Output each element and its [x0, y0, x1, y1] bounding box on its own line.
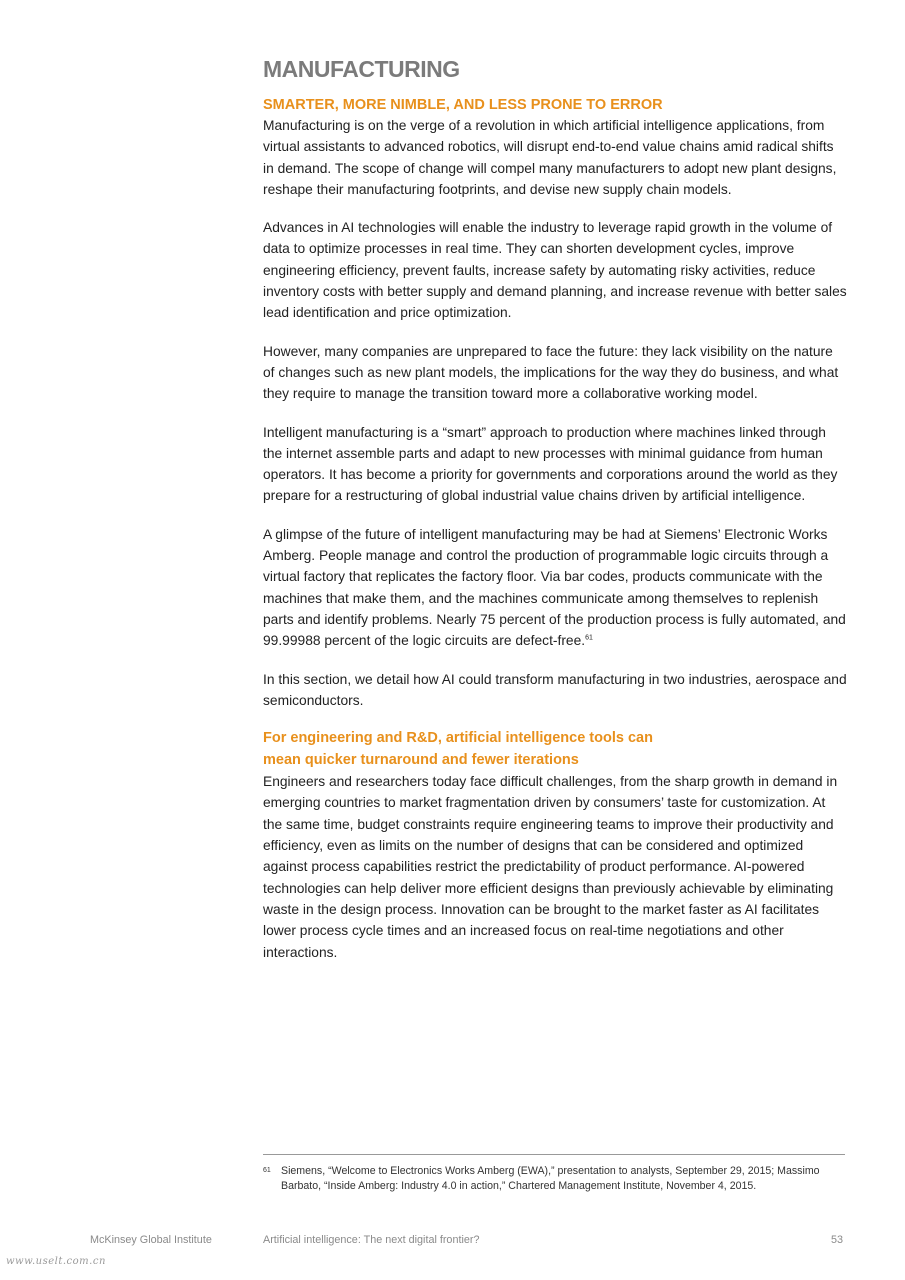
footnote [263, 1164, 833, 1195]
paragraph-section-overview: In this section, we detail how AI could transform manufacturing in two industries, aerospace and semiconductors. [263, 671, 847, 708]
subheading-engineering-line-2: mean quicker turnaround and fewer iterations [263, 751, 579, 768]
footnote-text: Siemens, “Welcome to Electronics Works Amberg (EWA),” presentation to analysts, September 29, 2015; Massimo Barbato, “Inside Amberg: Industry 4.0 in action,” Chartered Management Institute, November 4, 2015. [281, 1165, 820, 1193]
footnote-number: 61 [263, 1167, 271, 1174]
subheading-engineering-line-1: For engineering and R&D, artificial intelligence tools can [263, 730, 653, 747]
main-content [263, 56, 848, 980]
paragraph-intro: Manufacturing is on the verge of a revolution in which artificial intelligence applications, from virtual assistants to advanced robotics, will disrupt end-to-end value chains amid radical shifts in demand. The scope of change will compel many manufacturers to adopt new plant designs, reshape their manufacturing footprints, and devise new supply chain models. [263, 118, 837, 197]
footnote-divider [263, 1154, 845, 1155]
page-number: 53 [831, 1234, 844, 1246]
paragraph-ai-advances: Advances in AI technologies will enable the industry to leverage rapid growth in the volume of data to optimize processes in real time. They can shorten development cycles, improve engineering efficiency, prevent faults, increase safety by automating risky activities, reduce inventory costs with better supply and demand planning, and increase revenue with better sales lead identification and price optimization. [263, 220, 847, 321]
footnote-reference[interactable]: 61 [585, 634, 593, 642]
watermark: www.uselt.com.cn [6, 1256, 106, 1267]
paragraph-engineering: Engineers and researchers today face difficult challenges, from the sharp growth in demand in emerging countries to market fragmentation driven by consumers’ taste for customization. At the same time, budget constraints require engineering teams to improve their productivity and efficiency, even as limits on the number of designs that can be considered and optimized against process capabilities restrict the predictability of product performance. AI-powered technologies can help deliver more efficient designs than previously achievable by eliminating waste in the design process. Innovation can be brought to the market faster as AI facilitates lower process cycle times and an increased focus on real-time negotiations and other interactions. [263, 774, 838, 960]
paragraph-intelligent-manufacturing: Intelligent manufacturing is a “smart” approach to production where machines linked through the internet assemble parts and adapt to new processes with minimal guidance from human operators. It has become a priority for governments and corporations around the world as they prepare for a restructuring of global industrial value chains driven by artificial intelligence. [263, 424, 838, 504]
footer-report-title: Artificial intelligence: The next digital frontier? [263, 1234, 480, 1246]
section-title: MANUFACTURING [263, 56, 460, 82]
paragraph-unprepared: However, many companies are unprepared to face the future: they lack visibility on the nature of changes such as new plant models, the implications for the way they do business, and what they require to manage the transition toward more a collaborative working model. [263, 343, 839, 402]
paragraph-siemens-text: A glimpse of the future of intelligent manufacturing may be had at Siemens’ Electronic Works Amberg. People manage and control the production of programmable logic circuits through a virtual factory that replicates the factory floor. Via bar codes, products communicate with the machines that make them, and the machines communicate among themselves to replenish parts and identify problems. Nearly 75 percent of the production process is fully automated, and 99.99988 percent of the logic circuits are defect-free. [263, 526, 846, 649]
section-subtitle: SMARTER, MORE NIMBLE, AND LESS PRONE TO ERROR [263, 97, 663, 113]
paragraph-siemens [263, 524, 848, 652]
footer-publisher: McKinsey Global Institute [90, 1234, 212, 1246]
